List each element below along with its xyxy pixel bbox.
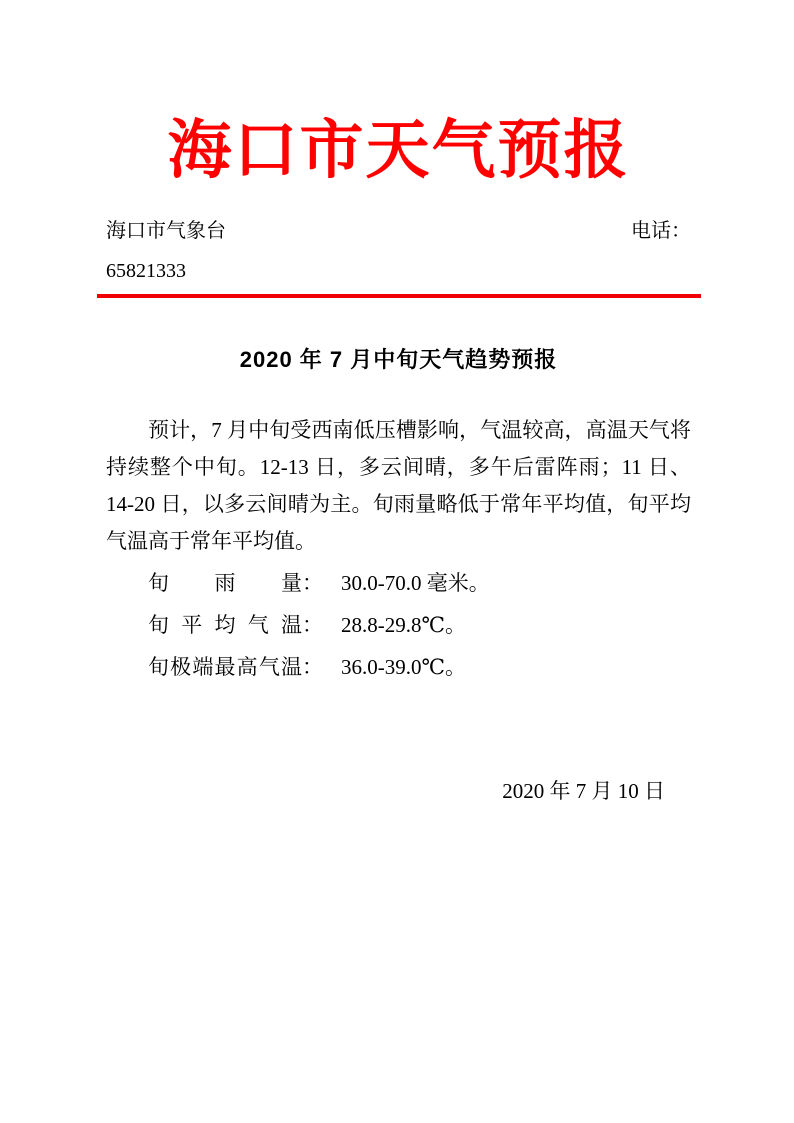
- item-value: 30.0-70.0 毫米。: [341, 571, 490, 595]
- forecast-item-avg-temp: [148, 604, 691, 646]
- report-heading: 2020 年 7 月中旬天气趋势预报: [239, 347, 558, 372]
- item-label: 旬极端最高气温: [148, 655, 302, 679]
- forecast-item-max-temp: [148, 646, 691, 688]
- item-label: 旬平均气温: [148, 613, 302, 637]
- document-content: [0, 116, 794, 806]
- item-value: 28.8-29.8℃。: [341, 613, 466, 637]
- phone-number: 65821333: [106, 260, 186, 282]
- org-name: 海口市气象台: [106, 220, 226, 242]
- item-label: 旬雨量: [148, 571, 302, 595]
- item-colon: ：: [302, 571, 323, 595]
- item-colon: ：: [302, 655, 323, 679]
- forecast-paragraph: 预计，7 月中旬受西南低压槽影响，气温较高，高温天气将持续整个中旬。12-13 日，多云间晴，多午后雷阵雨；11 日、14-20 日，以多云间晴为主。旬雨量略低于常年平均值，旬平均气温高于常年平均值。: [106, 418, 691, 553]
- item-colon: ：: [302, 613, 323, 637]
- contact-row: [106, 218, 691, 244]
- divider-rule: [97, 294, 701, 298]
- page-title: 海口市天气预报: [167, 114, 630, 186]
- forecast-item-rainfall: [148, 562, 691, 604]
- forecast-items: [106, 562, 691, 688]
- phone-label: 电话：: [631, 220, 691, 242]
- report-date: 2020 年 7 月 10 日: [502, 779, 665, 803]
- item-value: 36.0-39.0℃。: [341, 655, 466, 679]
